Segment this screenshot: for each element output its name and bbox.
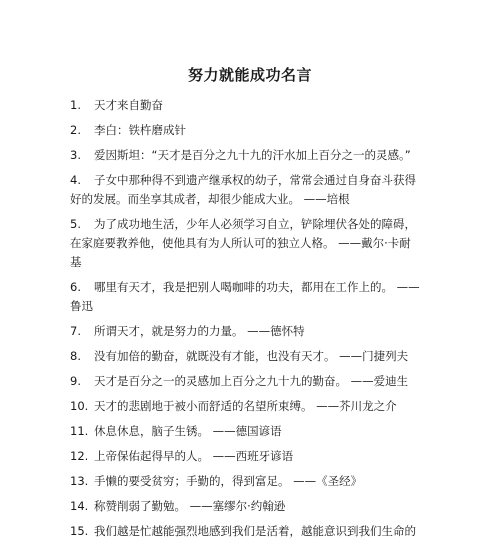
list-item [70, 146, 420, 165]
item-number: 12. [70, 449, 89, 463]
item-text: 李白：铁杵磨成针 [94, 123, 186, 137]
item-text: 称赞削弱了勤勉。 ——塞缪尔·约翰逊 [94, 499, 286, 513]
list-item [70, 522, 420, 541]
item-text: 天才来自勤奋 [94, 98, 163, 112]
item-text: 所谓天才，就是努力的力量。 ——德怀特 [94, 324, 305, 338]
item-text: 爱因斯坦：“天才是百分之九十九的汗水加上百分之一的灵感。” [94, 148, 411, 162]
quote-list [70, 96, 420, 547]
item-number: 4. [70, 173, 81, 187]
item-number: 8. [70, 349, 81, 363]
item-text: 没有加倍的勤奋，就既没有才能，也没有天才。 ——门捷列夫 [94, 349, 409, 363]
item-number: 7. [70, 324, 81, 338]
list-item [70, 171, 420, 209]
item-number: 3. [70, 148, 81, 162]
item-text: 为了成功地生活，少年人必须学习自立，铲除埋伏各处的障碍，在家庭要教养他，使他具有为人所认可的独立人格。 ——戴尔·卡耐基 [70, 217, 416, 269]
item-text: 子女中那种得不到遗产继承权的幼子，常常会通过自身奋斗获得好的发展。而坐享其成者，却很少能成大业。 ——培根 [70, 173, 416, 206]
item-number: 1. [70, 98, 81, 112]
item-text: 手懒的要受贫穷；手勤的，得到富足。 ——《圣经》 [94, 474, 363, 488]
item-number: 13. [70, 474, 89, 488]
list-item [70, 322, 420, 341]
list-item [70, 372, 420, 391]
item-text: 天才的悲剧地于被小而舒适的名望所束缚。 ——芥川龙之介 [94, 399, 397, 413]
list-item [70, 347, 420, 366]
item-number: 6. [70, 280, 81, 294]
item-number: 5. [70, 217, 81, 231]
item-text: 上帝保佑起得早的人。 ——西班牙谚语 [94, 449, 294, 463]
page-title: 努力就能成功名言 [187, 66, 312, 84]
list-item [70, 278, 420, 316]
item-text: 哪里有天才，我是把别人喝咖啡的功夫，都用在工作上的。 ——鲁迅 [70, 280, 420, 313]
list-item [70, 215, 420, 272]
item-text: 天才是百分之一的灵感加上百分之九十九的勤奋。 ——爱迪生 [94, 374, 409, 388]
item-number: 2. [70, 123, 81, 137]
item-number: 10. [70, 399, 89, 413]
item-number: 9. [70, 374, 81, 388]
list-item [70, 397, 420, 416]
item-number: 11. [70, 424, 89, 438]
list-item [70, 422, 420, 441]
item-number: 14. [70, 499, 89, 513]
item-number: 15. [70, 524, 89, 538]
list-item [70, 472, 420, 491]
list-item [70, 497, 420, 516]
list-item [70, 121, 420, 140]
list-item [70, 96, 420, 115]
item-text: 休息休息，脑子生锈。 ——德国谚语 [94, 424, 282, 438]
item-text: 我们越是忙越能强烈地感到我们是活着，越能意识到我们生命的 [94, 524, 416, 538]
list-item [70, 447, 420, 466]
